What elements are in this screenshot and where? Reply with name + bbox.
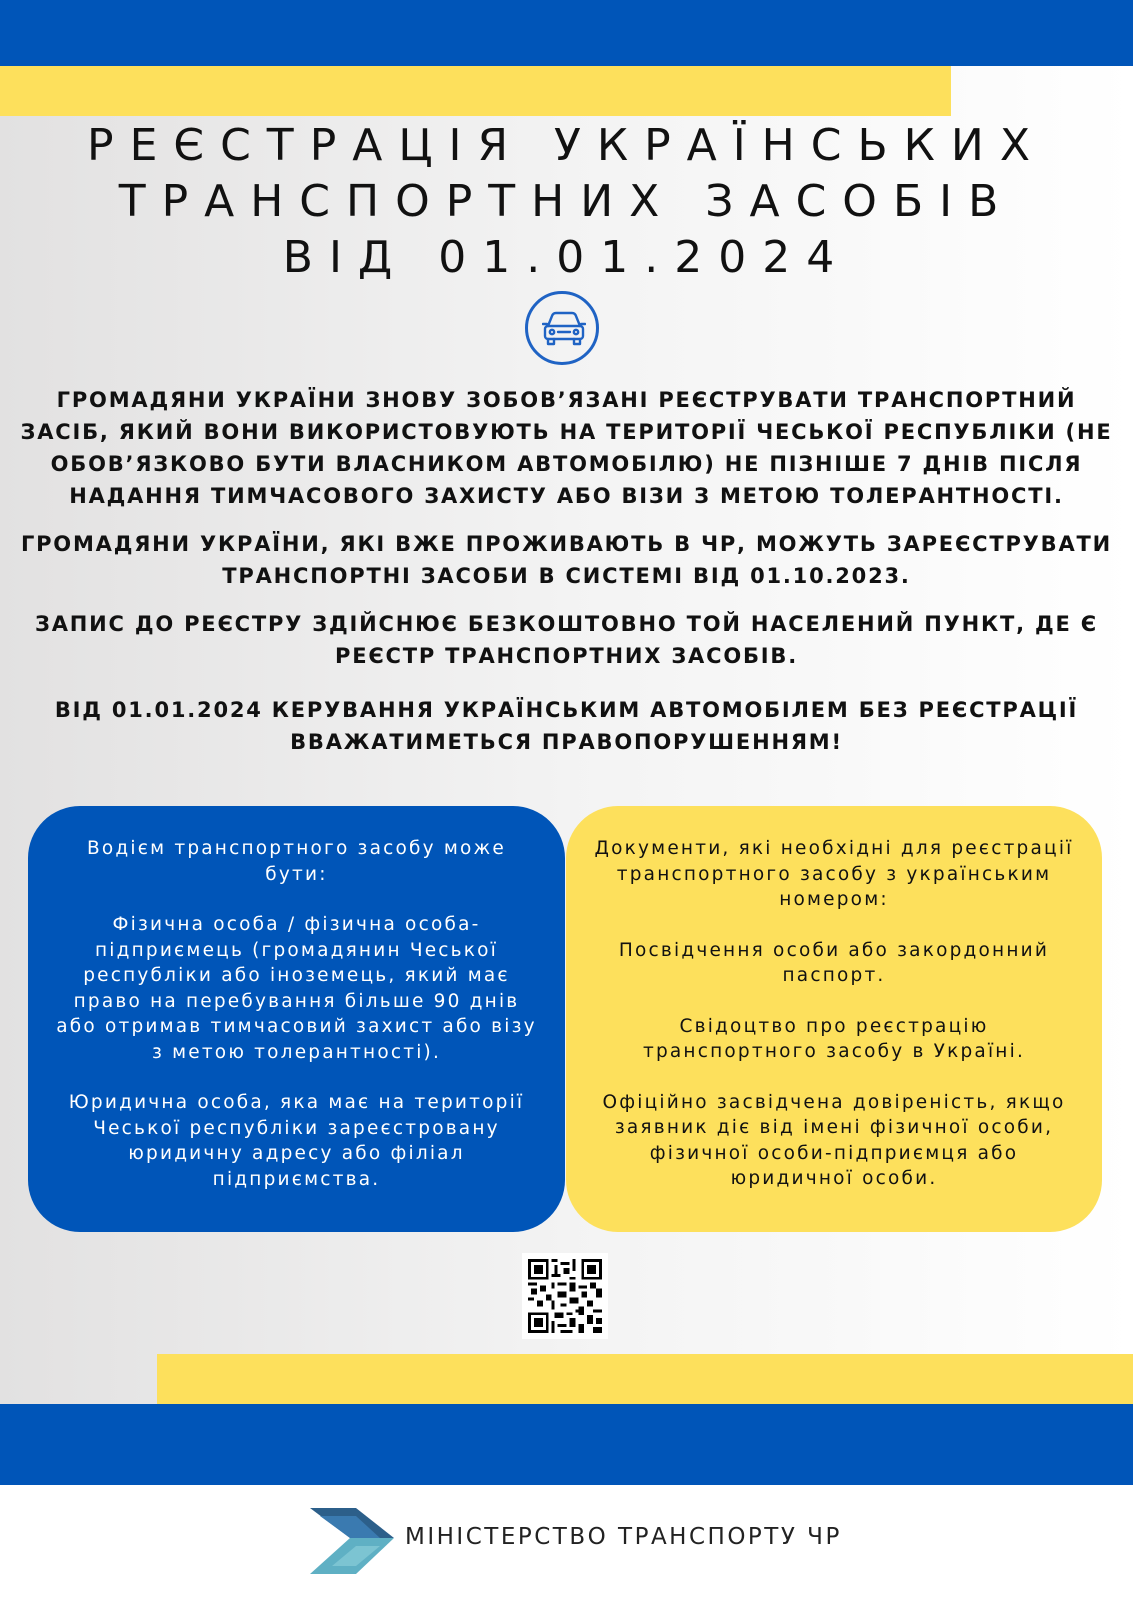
driver-card-item-individual: Фізична особа / фізична особа-підприємець (громадянин Чеської республіки або іноземець, який має право на перебування більше 90 днів або отримав тимчасовий захист або візу з метою толерантності).	[56, 914, 537, 1063]
paragraph-violation: ВІД 01.01.2024 КЕРУВАННЯ УКРАЇНСЬКИМ АВТОМОБІЛЕМ БЕЗ РЕЄСТРАЦІЇ ВВАЖАТИМЕТЬСЯ ПРАВОПОРУШЕННЯМ!	[54, 698, 1079, 754]
paragraph-obligation: ГРОМАДЯНИ УКРАЇНИ ЗНОВУ ЗОБОВ’ЯЗАНІ РЕЄСТРУВАТИ ТРАНСПОРТНИЙ ЗАСІБ, ЯКИЙ ВОНИ ВИКОРИСТОВУЮТЬ НА ТЕРИТОРІЇ ЧЕСЬКОЇ РЕСПУБЛІКИ (НЕ ОБОВ’ЯЗКОВО БУТИ ВЛАСНИКОМ АВТОМОБІЛЮ) НЕ ПІЗНІШЕ 7 ДНІВ ПІСЛЯ НАДАННЯ ТИМЧАСОВОГО ЗАХИСТУ АБО ВІЗИ З МЕТОЮ ТОЛЕРАНТНОСТІ.	[20, 388, 1113, 508]
driver-card-item-legal-entity: Юридична особа, яка має на території Чеської республіки зареєстровану юридичну адресу або філіал підприємства.	[68, 1092, 525, 1190]
documents-card-heading: Документи, які необхідні для реєстрації транспортного засобу з українським номером:	[594, 838, 1074, 910]
top-blue-band	[0, 0, 1133, 66]
top-yellow-band	[0, 66, 951, 116]
driver-card-heading: Водієм транспортного засобу може бути:	[87, 838, 506, 885]
ministry-name: МІНІСТЕРСТВО ТРАНСПОРТУ ЧР	[405, 1524, 842, 1550]
page-title	[0, 118, 1133, 286]
documents-card-item-certificate: Свідоцтво про реєстрацію транспортного засобу в Україні.	[642, 1015, 1026, 1062]
paragraph-residents: ГРОМАДЯНИ УКРАЇНИ, ЯКІ ВЖЕ ПРОЖИВАЮТЬ В ЧР, МОЖУТЬ ЗАРЕЄСТРУВАТИ ТРАНСПОРТНІ ЗАСОБИ В СИСТЕМІ ВІД 01.10.2023.	[20, 532, 1113, 588]
bottom-yellow-band	[157, 1354, 1133, 1404]
documents-card-item-power-of-attorney: Офіційно засвідчена довіреність, якщо заявник діє від імені фізичної особи, фізичної особи-підприємця або юридичної особи.	[602, 1091, 1066, 1189]
car-icon	[525, 291, 599, 365]
title-line-2: ТРАНСПОРТНИХ ЗАСОБІВ	[118, 176, 1015, 227]
documents-card	[566, 806, 1102, 1232]
paragraph-registry: ЗАПИС ДО РЕЄСТРУ ЗДІЙСНЮЄ БЕЗКОШТОВНО ТОЙ НАСЕЛЕНИЙ ПУНКТ, ДЕ Є РЕЄСТР ТРАНСПОРТНИХ ЗАСОБІВ.	[35, 612, 1098, 668]
documents-card-item-id: Посвідчення особи або закордонний паспорт.	[618, 939, 1050, 986]
bottom-blue-band	[0, 1404, 1133, 1485]
qr-code[interactable]	[522, 1253, 608, 1339]
title-line-3: ВІД 01.01.2024	[282, 232, 851, 283]
driver-info-card	[28, 806, 565, 1232]
ministry-logo	[310, 1508, 394, 1578]
title-line-1: РЕЄСТРАЦІЯ УКРАЇНСЬКИХ	[87, 120, 1046, 171]
